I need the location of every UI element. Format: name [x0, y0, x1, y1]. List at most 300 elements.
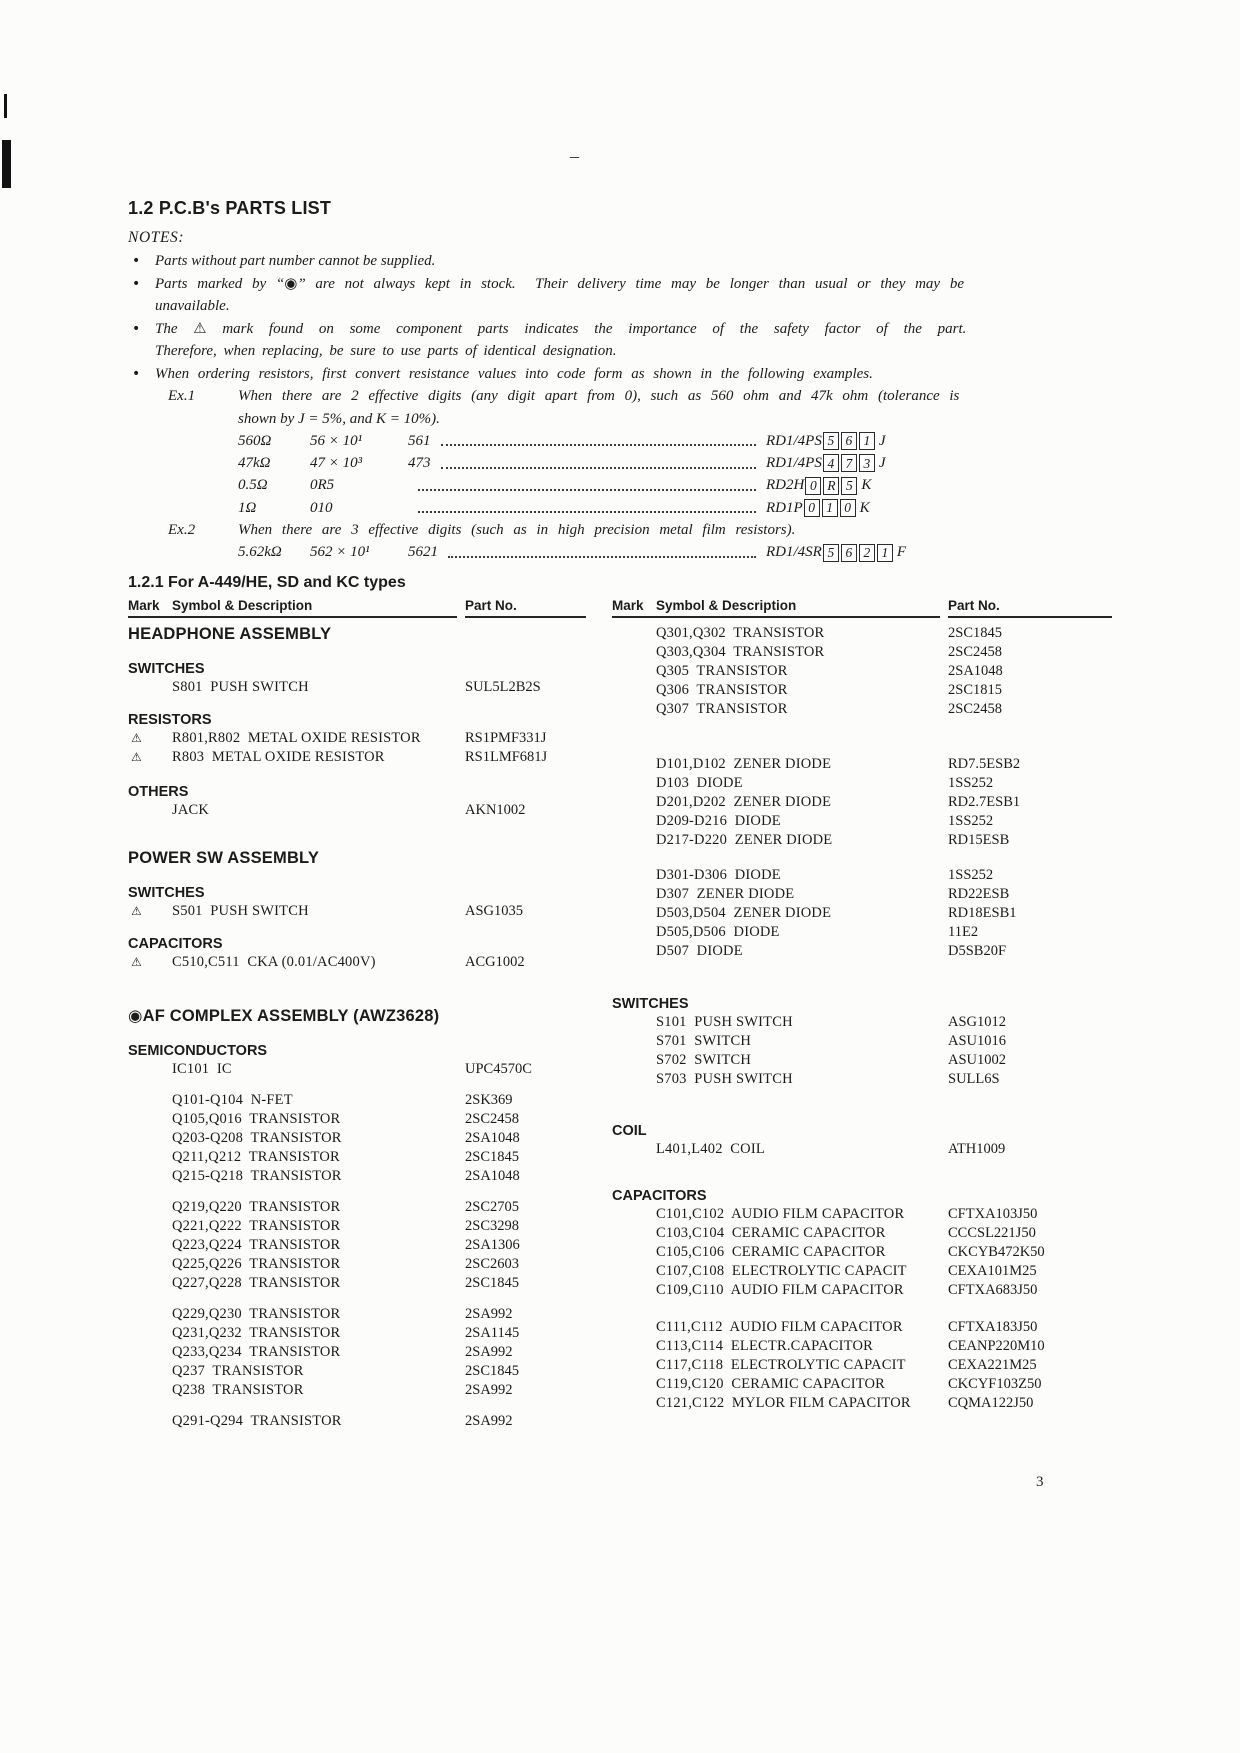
part-row: [612, 1243, 1112, 1262]
bullet-icon: •: [132, 365, 141, 382]
safety-mark-icon: ⚠: [131, 955, 142, 969]
mark-cell: [612, 1243, 656, 1262]
note-line: When ordering resistors, first convert resistance values into code form as shown in the following examples.: [155, 365, 873, 382]
spacer: [612, 1089, 1112, 1122]
part-no-column-header: Part No.: [948, 594, 1112, 618]
part-code: [766, 477, 918, 495]
part-row: [128, 902, 586, 921]
dot-leader: [448, 556, 756, 558]
symbol-description: C119,C120 CERAMIC CAPACITOR: [656, 1376, 886, 1392]
symbol-description: S702 SWITCH: [656, 1052, 752, 1068]
bullet-icon: •: [132, 320, 141, 337]
code-digit-box: 1: [877, 544, 893, 562]
part-row: [612, 1356, 1112, 1375]
part-row: [612, 1013, 1112, 1032]
code-digit-box: 5: [823, 432, 839, 450]
mark-cell: [612, 624, 656, 643]
symbol-description: L401,L402 COIL: [656, 1141, 765, 1157]
mark-cell: [612, 681, 656, 700]
symbol-description: D217-D220 ZENER DIODE: [656, 832, 833, 848]
code-digit-box: 4: [823, 454, 839, 472]
code-digit-box: 0: [804, 499, 820, 517]
example-text-line: When there are 3 effective digits (such as in high precision metal film resistors).: [238, 522, 796, 539]
symbol-description: JACK: [172, 802, 210, 818]
code-digit-box: R: [823, 477, 839, 495]
symbol-description: IC101 IC: [172, 1061, 232, 1077]
part-number: 1SS252: [948, 775, 994, 791]
calc-value: 47 × 10³: [310, 454, 363, 471]
part-number: CEXA101M25: [948, 1263, 1037, 1279]
spacer: [128, 868, 586, 884]
spacer: [128, 1026, 586, 1042]
part-number: 2SC1845: [465, 1149, 519, 1165]
mark-cell: [612, 1262, 656, 1281]
part-row: [612, 643, 1112, 662]
part-row: [612, 923, 1112, 942]
section-title: 1.2 P.C.B's PARTS LIST: [128, 198, 332, 218]
symbol-description: Q223,Q224 TRANSISTOR: [172, 1237, 341, 1253]
example-header: [128, 385, 1106, 430]
part-row: [128, 1091, 586, 1110]
part-row: [128, 1324, 586, 1343]
page-number: 3: [1036, 1474, 1044, 1490]
symbol-description: Q101-Q104 N-FET: [172, 1092, 293, 1108]
part-number: 1SS252: [948, 813, 994, 829]
mark-cell: [612, 1281, 656, 1300]
part-code: [766, 544, 918, 562]
table-header-row: [612, 594, 1112, 618]
part-row: [612, 866, 1112, 885]
spacer: [612, 719, 1112, 755]
part-row: [128, 1198, 586, 1217]
part-code: [766, 499, 918, 517]
code-digit-box: 3: [859, 454, 875, 472]
part-row: [612, 942, 1112, 961]
part-number: 2SC1845: [465, 1363, 519, 1379]
part-number: AKN1002: [465, 802, 526, 818]
category-heading: SWITCHES: [128, 661, 205, 677]
mark-cell: [128, 1110, 172, 1129]
part-row: [128, 1236, 586, 1255]
symbol-description: Q303,Q304 TRANSISTOR: [656, 644, 825, 660]
part-number: ASG1012: [948, 1014, 1007, 1030]
example-block: [128, 385, 1106, 519]
note-text: [155, 363, 1106, 386]
mark-cell: [612, 923, 656, 942]
part-number: CFTXA183J50: [948, 1319, 1038, 1335]
top-dash-mark: –: [570, 146, 579, 166]
note-line: unavailable.: [155, 298, 230, 314]
symbol-description: D201,D202 ZENER DIODE: [656, 794, 832, 810]
symbol-description: Q105,Q016 TRANSISTOR: [172, 1111, 341, 1127]
calc-value: 0R5: [310, 477, 335, 494]
mark-cell: [612, 1356, 656, 1375]
safety-mark-icon: ⚠: [131, 750, 142, 764]
mark-cell: [612, 1140, 656, 1159]
scan-artifact-bar: [2, 140, 11, 188]
part-row: [612, 1205, 1112, 1224]
calc-value: 56 × 10¹: [310, 432, 363, 449]
part-row: [612, 1224, 1112, 1243]
resistance-value: 5.62kΩ: [238, 544, 282, 561]
spacer: [612, 850, 1112, 866]
part-number: 2SA1145: [465, 1325, 520, 1341]
part-number: 2SC2603: [465, 1256, 519, 1272]
symbol-description: S101 PUSH SWITCH: [656, 1014, 793, 1030]
table-header-left: [612, 594, 940, 618]
part-row: [128, 1362, 586, 1381]
mark-cell: [128, 1148, 172, 1167]
resistance-value: 1Ω: [238, 499, 257, 516]
part-number: RD15ESB: [948, 832, 1010, 848]
note-line: Parts without part number cannot be supplied.: [155, 253, 436, 269]
part-number: ACG1002: [465, 954, 525, 970]
part-row: [612, 774, 1112, 793]
symbol-description: C105,C106 CERAMIC CAPACITOR: [656, 1244, 886, 1260]
resistor-code-line: [238, 430, 918, 452]
mark-cell: [128, 678, 172, 697]
resistor-code-line: [238, 475, 918, 497]
symbol-description: Q231,Q232 TRANSISTOR: [172, 1325, 341, 1341]
code-suffix: K: [861, 477, 872, 494]
code-digit-box: 6: [841, 544, 857, 562]
part-number: ASG1035: [465, 903, 524, 919]
mark-cell: [128, 1255, 172, 1274]
resistance-value: 47kΩ: [238, 454, 271, 471]
mark-cell: [128, 1236, 172, 1255]
code-digit-box: 0: [840, 499, 856, 517]
table-header-row: [128, 594, 586, 618]
part-row: [612, 885, 1112, 904]
part-row: [612, 904, 1112, 923]
examples-block: [128, 385, 1106, 564]
symbol-description: D507 DIODE: [656, 943, 743, 959]
part-row: [612, 1337, 1112, 1356]
mark-cell: [612, 643, 656, 662]
note-text: [155, 273, 1106, 318]
part-number: 11E2: [948, 924, 979, 940]
mark-cell: [612, 831, 656, 850]
symbol-description: S703 PUSH SWITCH: [656, 1071, 793, 1087]
symbol-description: Q203-Q208 TRANSISTOR: [172, 1130, 342, 1146]
assembly-heading: POWER SW ASSEMBLY: [128, 849, 320, 867]
symbol-description: C121,C122 MYLOR FILM CAPACITOR: [656, 1395, 911, 1411]
symbol-description: S701 SWITCH: [656, 1033, 752, 1049]
part-number: RD2.7ESB1: [948, 794, 1021, 810]
symbol-column-header: Symbol & Description: [172, 598, 313, 613]
symbol-description: Q307 TRANSISTOR: [656, 701, 788, 717]
symbol-description: C101,C102 AUDIO FILM CAPACITOR: [656, 1206, 905, 1222]
spacer: [612, 1300, 1112, 1318]
example-label: Ex.2: [168, 522, 196, 539]
part-row: [128, 1060, 586, 1079]
category-heading: CAPACITORS: [128, 936, 223, 952]
mark-column-header: Mark: [612, 598, 644, 613]
header-block: [128, 198, 1106, 593]
mark-cell: [612, 885, 656, 904]
bullet-icon: •: [132, 253, 141, 269]
example-label: Ex.1: [168, 388, 196, 404]
part-row: [612, 624, 1112, 643]
symbol-description: C510,C511 CKA (0.01/AC400V): [172, 954, 376, 970]
symbol-column-header: Symbol & Description: [656, 598, 797, 613]
code-digit-box: 5: [823, 544, 839, 562]
safety-mark-icon: ⚠: [131, 731, 142, 745]
scan-artifact-bar: [4, 94, 7, 118]
mark-cell: [612, 1375, 656, 1394]
category-heading: RESISTORS: [128, 712, 212, 728]
assembly-heading: HEADPHONE ASSEMBLY: [128, 625, 332, 643]
symbol-description: Q306 TRANSISTOR: [656, 682, 788, 698]
code-prefix: RD1/4SR: [766, 544, 822, 561]
part-number: RS1PMF331J: [465, 730, 547, 746]
note-text: [155, 318, 1106, 363]
code-value: 473: [408, 454, 431, 471]
part-row: [128, 1305, 586, 1324]
symbol-description: Q211,Q212 TRANSISTOR: [172, 1149, 340, 1165]
symbol-description: C117,C118 ELECTROLYTIC CAPACIT: [656, 1357, 906, 1373]
part-row: [128, 729, 586, 748]
code-suffix: K: [859, 499, 870, 516]
spacer: [612, 1159, 1112, 1187]
part-number: 2SK369: [465, 1092, 513, 1108]
part-row: [128, 1167, 586, 1186]
spacer: [128, 644, 586, 660]
part-number: 2SC1815: [948, 682, 1002, 698]
symbol-description: R801,R802 METAL OXIDE RESISTOR: [172, 730, 421, 746]
code-prefix: RD1P: [766, 499, 803, 516]
part-number: RD7.5ESB2: [948, 756, 1021, 772]
note-item: [128, 363, 1106, 386]
mark-cell: [128, 1129, 172, 1148]
symbol-description: Q301,Q302 TRANSISTOR: [656, 625, 825, 641]
resistor-code-line: [238, 452, 918, 474]
part-row: [128, 1255, 586, 1274]
symbol-description: Q229,Q230 TRANSISTOR: [172, 1306, 341, 1322]
part-number: CFTXA103J50: [948, 1206, 1038, 1222]
symbol-description: Q221,Q222 TRANSISTOR: [172, 1218, 341, 1234]
symbol-description: R803 METAL OXIDE RESISTOR: [172, 749, 385, 765]
symbol-description: C109,C110 AUDIO FILM CAPACITOR: [656, 1282, 904, 1298]
part-number: D5SB20F: [948, 943, 1007, 959]
symbol-description: D505,D506 DIODE: [656, 924, 780, 940]
part-row: [612, 681, 1112, 700]
subsection-title: 1.2.1 For A-449/HE, SD and KC types: [128, 573, 406, 591]
note-item: [128, 273, 1106, 318]
symbol-description: D503,D504 ZENER DIODE: [656, 905, 832, 921]
example-text: [238, 519, 1106, 542]
code-digit-box: 5: [841, 477, 857, 495]
part-number: 2SC1845: [465, 1275, 519, 1291]
mark-cell: [128, 1198, 172, 1217]
part-number: ATH1009: [948, 1141, 1006, 1157]
mark-cell: [128, 1167, 172, 1186]
resistor-code-line: [238, 497, 918, 519]
example-block: [128, 519, 1106, 564]
dot-leader: [418, 511, 756, 513]
note-line: The ⚠ mark found on some component parts indicates the importance of the safety factor of the part.: [155, 320, 967, 337]
note-text: [155, 250, 1106, 273]
part-number: CKCYB472K50: [948, 1244, 1045, 1260]
part-number: 2SC2705: [465, 1199, 519, 1215]
category-heading: SEMICONDUCTORS: [128, 1043, 268, 1059]
mark-cell: [612, 1205, 656, 1224]
part-number: RS1LMF681J: [465, 749, 548, 765]
dot-leader: [441, 444, 757, 446]
part-number: 2SA1048: [465, 1168, 520, 1184]
part-number: CKCYF103Z50: [948, 1376, 1042, 1392]
part-number: 2SA992: [465, 1306, 513, 1322]
part-number: 2SA992: [465, 1413, 513, 1429]
part-number: 1SS252: [948, 867, 994, 883]
symbol-description: C111,C112 AUDIO FILM CAPACITOR: [656, 1319, 903, 1335]
symbol-description: Q225,Q226 TRANSISTOR: [172, 1256, 341, 1272]
code-digit-box: 7: [841, 454, 857, 472]
part-row: [612, 755, 1112, 774]
part-row: [128, 1110, 586, 1129]
assembly-heading: ◉AF COMPLEX ASSEMBLY (AWZ3628): [128, 1007, 440, 1025]
part-row: [128, 1129, 586, 1148]
part-number: CCCSL221J50: [948, 1225, 1036, 1241]
part-number: CEANP220M10: [948, 1338, 1045, 1354]
resistance-value: 0.5Ω: [238, 477, 268, 494]
note-item: [128, 318, 1106, 363]
code-value: 561: [408, 432, 431, 449]
mark-cell: [612, 700, 656, 719]
example-text-line: When there are 2 effective digits (any digit apart from 0), such as 560 ohm and 47k ohm (tolerance is: [238, 388, 960, 404]
category-heading: COIL: [612, 1123, 647, 1139]
part-row: [612, 1140, 1112, 1159]
part-number: RD18ESB1: [948, 905, 1017, 921]
code-digit-box: 6: [841, 432, 857, 450]
part-row: [612, 1051, 1112, 1070]
spacer: [612, 961, 1112, 995]
part-number: UPC4570C: [465, 1061, 532, 1077]
spacer: [128, 972, 586, 1006]
note-item: [128, 250, 1106, 273]
example-text-line: shown by J = 5%, and K = 10%).: [238, 410, 440, 427]
symbol-description: S801 PUSH SWITCH: [172, 679, 309, 695]
resistance-value: 560Ω: [238, 432, 272, 449]
part-number: 2SC2458: [948, 701, 1002, 717]
mark-cell: [612, 1394, 656, 1413]
parts-column-left: [128, 594, 586, 1431]
mark-column-header: Mark: [128, 598, 160, 613]
code-prefix: RD1/4PS: [766, 432, 822, 449]
spacer: [128, 1293, 586, 1305]
part-row: [612, 812, 1112, 831]
part-row: [612, 1262, 1112, 1281]
part-row: [128, 678, 586, 697]
part-row: [612, 1070, 1112, 1089]
dot-leader: [418, 489, 756, 491]
mark-cell: [612, 1337, 656, 1356]
mark-cell: [128, 1305, 172, 1324]
part-number: 2SC2458: [465, 1111, 519, 1127]
calc-value: 562 × 10¹: [310, 544, 370, 561]
spacer: [128, 1079, 586, 1091]
symbol-description: D103 DIODE: [656, 775, 743, 791]
symbol-description: D301-D306 DIODE: [656, 867, 781, 883]
mark-cell: [128, 1412, 172, 1431]
table-header-left: [128, 594, 457, 618]
part-number: SULL6S: [948, 1071, 1000, 1087]
part-row: [128, 1217, 586, 1236]
category-heading: SWITCHES: [128, 885, 205, 901]
symbol-description: C103,C104 CERAMIC CAPACITOR: [656, 1225, 886, 1241]
part-row: [128, 953, 586, 972]
spacer: [128, 1400, 586, 1412]
spacer: [128, 820, 586, 848]
part-row: [128, 1148, 586, 1167]
part-number: CEXA221M25: [948, 1357, 1037, 1373]
part-number: 2SC3298: [465, 1218, 519, 1234]
part-row: [612, 662, 1112, 681]
part-number: SUL5L2B2S: [465, 679, 541, 695]
part-row: [612, 1318, 1112, 1337]
part-row: [612, 1032, 1112, 1051]
calc-value: 010: [310, 499, 333, 516]
symbol-description: C107,C108 ELECTROLYTIC CAPACIT: [656, 1263, 907, 1279]
spacer: [128, 1186, 586, 1198]
mark-cell: [612, 755, 656, 774]
symbol-description: Q215-Q218 TRANSISTOR: [172, 1168, 342, 1184]
code-digit-box: 1: [822, 499, 838, 517]
mark-cell: [612, 942, 656, 961]
mark-cell: [128, 1362, 172, 1381]
mark-cell: [128, 1091, 172, 1110]
part-number: 2SA1306: [465, 1237, 520, 1253]
mark-cell: [612, 1032, 656, 1051]
part-number: CQMA122J50: [948, 1395, 1034, 1411]
symbol-description: Q227,Q228 TRANSISTOR: [172, 1275, 341, 1291]
mark-cell: [128, 1274, 172, 1293]
example-header: [128, 519, 1106, 542]
mark-cell: [612, 1318, 656, 1337]
mark-cell: [128, 801, 172, 820]
code-suffix: F: [896, 544, 906, 561]
category-heading: OTHERS: [128, 784, 189, 800]
spacer: [128, 697, 586, 711]
mark-cell: [612, 793, 656, 812]
part-row: [128, 801, 586, 820]
symbol-description: D307 ZENER DIODE: [656, 886, 795, 902]
part-number: 2SA992: [465, 1382, 513, 1398]
symbol-description: S501 PUSH SWITCH: [172, 903, 309, 919]
mark-cell: [612, 1051, 656, 1070]
part-no-column-header: Part No.: [465, 594, 586, 618]
part-number: 2SA1048: [465, 1130, 520, 1146]
resistor-code-line: [238, 542, 918, 564]
code-prefix: RD1/4PS: [766, 454, 822, 471]
part-row: [612, 1394, 1112, 1413]
symbol-description: Q237 TRANSISTOR: [172, 1363, 304, 1379]
part-row: [128, 748, 586, 767]
part-row: [128, 1412, 586, 1431]
symbol-description: D101,D102 ZENER DIODE: [656, 756, 832, 772]
part-number: 2SC1845: [948, 625, 1002, 641]
part-number: ASU1016: [948, 1033, 1007, 1049]
note-line: Therefore, when replacing, be sure to use parts of identical designation.: [155, 343, 617, 359]
mark-cell: [128, 1381, 172, 1400]
mark-cell: [612, 774, 656, 793]
part-row: [612, 700, 1112, 719]
spacer: [128, 767, 586, 783]
dot-leader: [441, 467, 757, 469]
mark-cell: [612, 1070, 656, 1089]
part-number: 2SA1048: [948, 663, 1003, 679]
part-row: [128, 1274, 586, 1293]
